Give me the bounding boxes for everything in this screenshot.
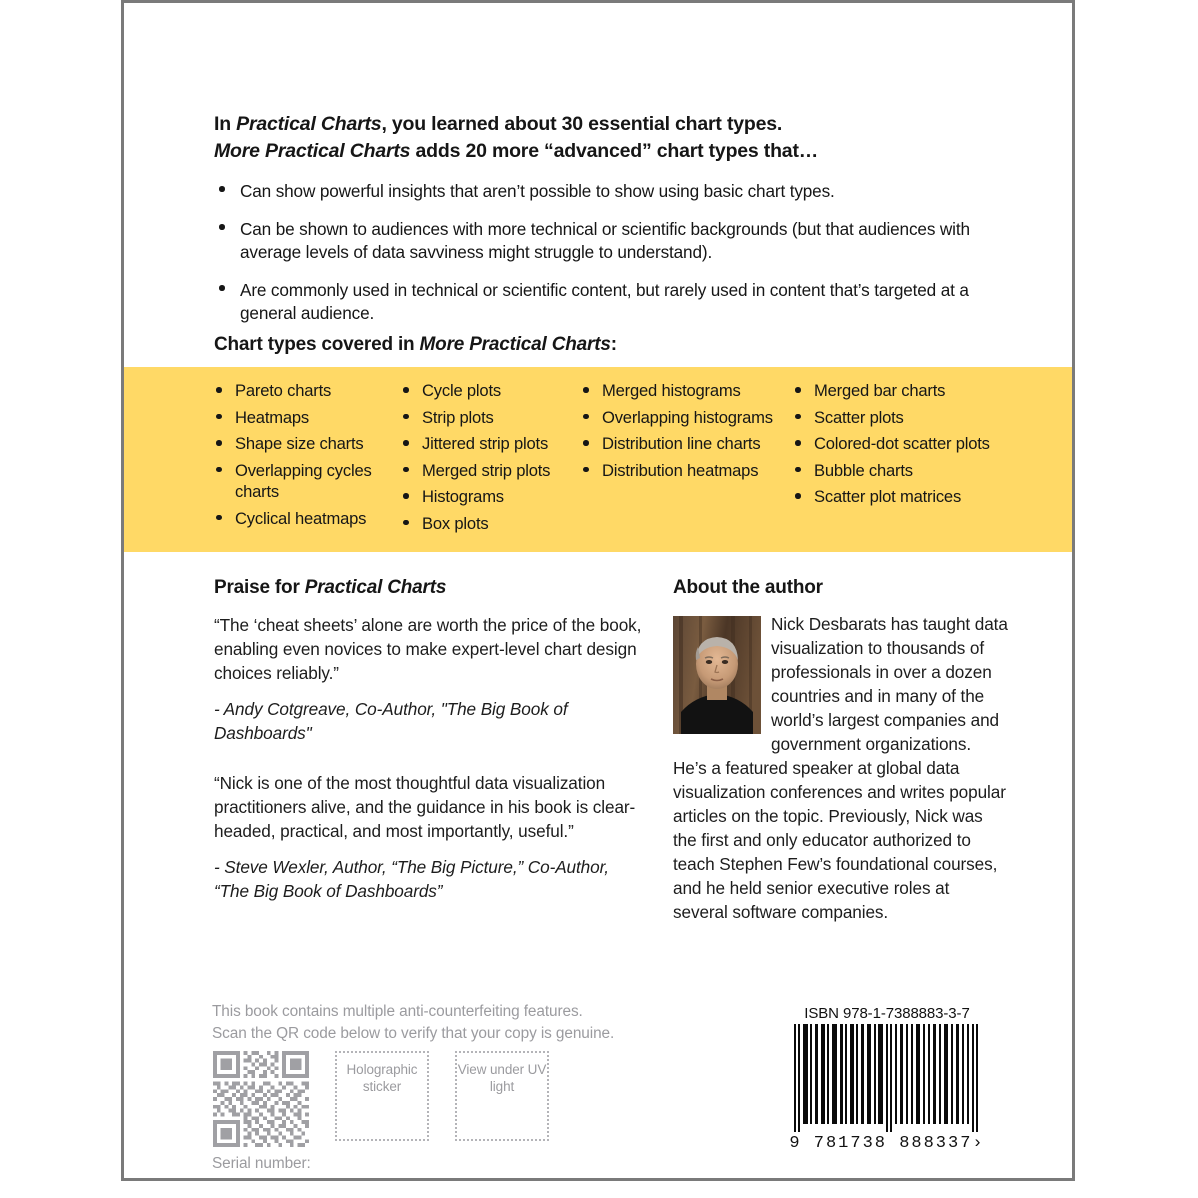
chart-type-item: [212, 407, 392, 429]
holographic-sticker-placeholder: Holographic sticker: [335, 1051, 429, 1141]
chart-type-label: Bubble charts: [814, 460, 913, 480]
praise-head-title: Practical Charts: [304, 577, 447, 598]
bullet-dot-icon: [795, 493, 801, 499]
chart-type-item: [579, 433, 784, 455]
bullet-dot-icon: [403, 467, 409, 473]
chart-type-item: [399, 433, 577, 455]
intro-heading: [214, 111, 1004, 165]
isbn-barcode: [782, 1024, 992, 1136]
uv-light-placeholder: View under UV light: [455, 1051, 549, 1141]
chart-type-label: Cyclical heatmaps: [235, 508, 367, 528]
barcode-guard-icon: ›: [972, 1134, 985, 1153]
bullet-dot-icon: [403, 414, 409, 420]
chart-type-label: Scatter plot matrices: [814, 487, 962, 506]
intro-line2-post: adds 20 more “advanced” chart types that…: [410, 140, 819, 162]
intro-bullet-list: [214, 180, 1004, 325]
chart-type-item: [579, 380, 784, 402]
chart-type-item: [399, 460, 577, 482]
bullet-dot-icon: [583, 387, 589, 393]
chart-types-column-1: [212, 380, 392, 534]
bullet-dot-icon: [219, 186, 225, 192]
serial-number-label: Serial number:: [212, 1155, 311, 1172]
covered-head-post: :: [610, 334, 617, 355]
isbn-digits-text: 9 781738 888337: [789, 1134, 973, 1153]
chart-types-column-2: [399, 380, 577, 539]
chart-type-item: [212, 433, 392, 455]
chart-type-label: Scatter plots: [814, 407, 904, 427]
about-author-text: Nick Desbarats has taught data visualization to thousands of professionals in over a dozen countries and in many of the world’s largest companies and government organizations. He’s a featured speaker at global data visualization conferences and writes popular articles on the topic. Previously, Nick was the first and only educator authorized to teach Stephen Few’s foundational courses, and he held senior executive roles at several software companies.: [673, 614, 1008, 922]
chart-type-item: [579, 407, 784, 429]
chart-type-label: Overlapping cycles charts: [235, 460, 372, 501]
intro-line1-post: , you learned about 30 essential chart types.: [381, 113, 783, 135]
chart-type-item: [579, 460, 784, 482]
bullet-dot-icon: [219, 224, 225, 230]
verification-row: [212, 1051, 632, 1147]
bullet-dot-icon: [403, 493, 409, 499]
chart-type-item: [791, 380, 991, 402]
chart-type-label: Distribution heatmaps: [602, 460, 759, 480]
bullet-dot-icon: [403, 440, 409, 446]
chart-type-label: Jittered strip plots: [422, 434, 549, 453]
intro-bullet-text: Can be shown to audiences with more technical or scientific backgrounds (but that audiences with average levels of data savviness might struggle to understand).: [240, 219, 970, 262]
anticounterfeit-section: [212, 1001, 632, 1175]
covered-head-title: More Practical Charts: [419, 334, 611, 355]
about-author-heading: About the author: [673, 577, 823, 598]
bullet-dot-icon: [216, 515, 222, 521]
author-photo-image: [673, 616, 761, 734]
chart-type-item: [791, 433, 991, 455]
chart-types-columns: [124, 367, 1072, 552]
qr-code[interactable]: [213, 1051, 309, 1147]
bullet-dot-icon: [795, 440, 801, 446]
intro-bullet-item: [214, 180, 1004, 203]
anticounterfeit-line-2: Scan the QR code below to verify that your copy is genuine.: [212, 1025, 615, 1042]
chart-type-label: Shape size charts: [235, 434, 364, 453]
intro-bullet-text: Can show powerful insights that aren’t possible to show using basic chart types.: [240, 181, 835, 201]
bullet-dot-icon: [583, 467, 589, 473]
intro-line2-title: More Practical Charts: [214, 140, 411, 162]
chart-type-label: Overlapping histograms: [602, 407, 773, 427]
praise-heading: [214, 577, 642, 599]
about-author-section: [673, 577, 1008, 924]
chart-type-label: Merged bar charts: [814, 381, 946, 400]
bullet-dot-icon: [216, 387, 222, 393]
anticounterfeit-line-1: This book contains multiple anti-counterfeiting features.: [212, 1003, 583, 1020]
chart-type-label: Histograms: [422, 487, 504, 506]
chart-type-item: [399, 486, 577, 508]
intro-bullet-item: [214, 279, 1004, 325]
bullet-dot-icon: [583, 414, 589, 420]
chart-type-label: Colored-dot scatter plots: [814, 434, 990, 453]
book-back-cover: [121, 0, 1075, 1181]
bullet-dot-icon: [403, 387, 409, 393]
bullet-dot-icon: [795, 467, 801, 473]
chart-type-item: [791, 460, 991, 482]
isbn-barcode-block: [782, 1005, 992, 1153]
isbn-barcode-digits: [782, 1134, 992, 1153]
chart-type-item: [399, 513, 577, 535]
isbn-label: ISBN 978-1-7388883-3-7: [804, 1005, 970, 1022]
chart-type-item: [791, 407, 991, 429]
chart-type-label: Box plots: [422, 513, 489, 533]
praise-section: [214, 577, 642, 929]
chart-type-label: Cycle plots: [422, 381, 501, 400]
chart-type-label: Strip plots: [422, 407, 494, 427]
bullet-dot-icon: [795, 414, 801, 420]
praise-head-pre: Praise for: [214, 577, 305, 598]
author-photo: [673, 616, 761, 734]
chart-type-item: [791, 486, 991, 508]
bullet-dot-icon: [583, 440, 589, 446]
bullet-dot-icon: [795, 387, 801, 393]
intro-line1-title: Practical Charts: [236, 113, 382, 135]
bullet-dot-icon: [216, 467, 222, 473]
chart-type-label: Pareto charts: [235, 381, 332, 400]
chart-types-heading: [214, 334, 617, 356]
intro-section: [214, 111, 1004, 340]
intro-bullet-text: Are commonly used in technical or scientific content, but rarely used in content that’s targeted at a general audience.: [240, 280, 969, 323]
chart-types-column-4: [791, 380, 991, 513]
chart-type-item: [212, 460, 392, 503]
bullet-dot-icon: [403, 520, 409, 526]
praise-quote: “Nick is one of the most thoughtful data visualization practitioners alive, and the guidance in his book is clear-headed, practical, and most importantly, useful.”: [214, 773, 636, 841]
chart-type-label: Merged histograms: [602, 381, 741, 400]
about-author-body: [673, 612, 1008, 924]
chart-types-column-3: [579, 380, 784, 486]
chart-type-label: Heatmaps: [235, 407, 310, 427]
chart-type-label: Merged strip plots: [422, 460, 551, 480]
praise-attribution: - Steve Wexler, Author, “The Big Picture,” Co-Author, “The Big Book of Dashboards”: [214, 857, 609, 901]
chart-type-item: [399, 380, 577, 402]
chart-type-item: [212, 508, 392, 530]
intro-bullet-item: [214, 218, 1004, 264]
bullet-dot-icon: [216, 440, 222, 446]
praise-quote: “The ‘cheat sheets’ alone are worth the price of the book, enabling even novices to make expert-level chart design choices reliably.”: [214, 615, 642, 683]
chart-type-label: Distribution line charts: [602, 434, 761, 453]
praise-attribution: - Andy Cotgreave, Co-Author, "The Big Book of Dashboards": [214, 699, 568, 743]
chart-type-item: [212, 380, 392, 402]
intro-line1-pre: In: [214, 113, 237, 135]
chart-type-item: [399, 407, 577, 429]
bullet-dot-icon: [219, 285, 225, 291]
chart-types-band: [124, 367, 1072, 552]
bullet-dot-icon: [216, 414, 222, 420]
covered-head-pre: Chart types covered in: [214, 334, 420, 355]
